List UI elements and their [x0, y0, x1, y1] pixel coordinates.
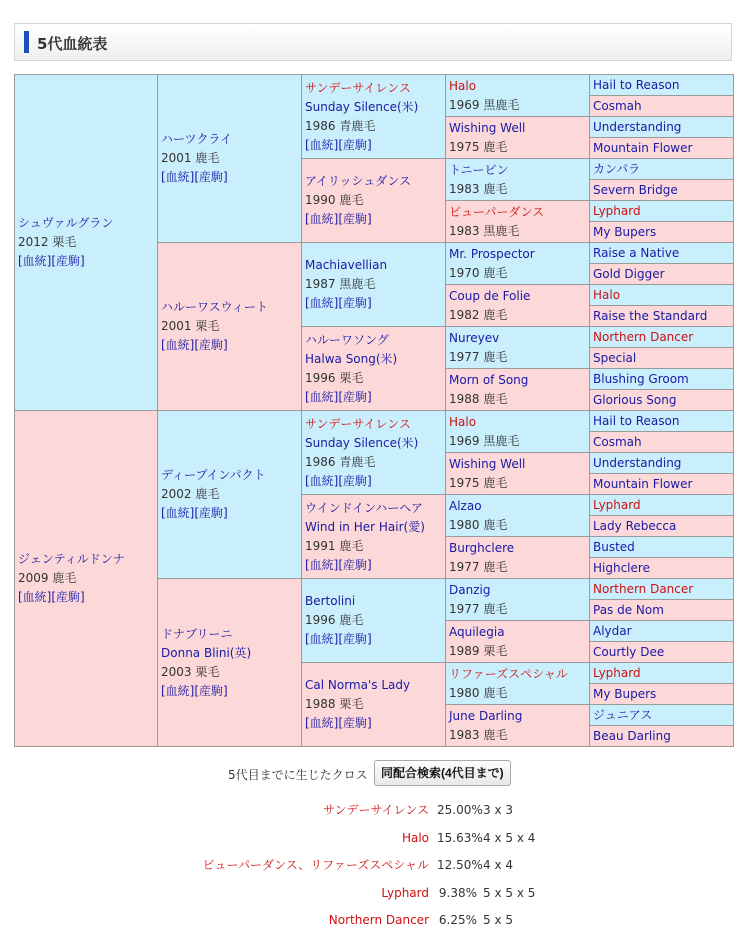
horse-cell: [590, 285, 734, 306]
horse-name-link[interactable]: Northern Dancer: [593, 581, 694, 596]
horse-cell: [590, 705, 734, 726]
pedigree-offspring-links[interactable]: [血統][産駒]: [305, 389, 372, 404]
cross-row: [0, 911, 751, 929]
horse-birth-color: 1977 鹿毛: [449, 559, 508, 574]
cross-label: 5代目までに生じたクロス: [228, 768, 368, 782]
header-accent-bar: [24, 31, 29, 53]
horse-cell: [446, 369, 590, 411]
horse-cell: [446, 705, 590, 747]
horse-name-link[interactable]: Northern Dancer: [593, 329, 694, 344]
horse-cell: [590, 495, 734, 516]
horse-name-link[interactable]: Wishing Well: [449, 120, 526, 135]
horse-name-link[interactable]: リファーズスペシャル: [449, 666, 568, 681]
horse-name-link[interactable]: トニービン: [449, 162, 509, 177]
horse-cell: [590, 474, 734, 495]
pedigree-offspring-links[interactable]: [血統][産駒]: [161, 170, 228, 184]
horse-cell: [15, 411, 158, 747]
pedigree-offspring-links[interactable]: [血統][産駒]: [161, 506, 228, 520]
cross-horse-link[interactable]: Halo: [401, 831, 429, 845]
horse-name-link[interactable]: ビューパーダンス: [449, 204, 545, 219]
horse-birth-color: 1969 黒鹿毛: [449, 433, 520, 448]
horse-cell: [446, 159, 590, 201]
pedigree-offspring-links[interactable]: [血統][産駒]: [161, 683, 228, 698]
cross-percentage: 25.00%: [437, 803, 483, 817]
horse-name-link[interactable]: Gold Digger: [593, 266, 665, 281]
horse-name-link[interactable]: Bertolini: [305, 594, 356, 608]
horse-name-link[interactable]: カンパラ: [593, 161, 641, 176]
horse-cell: [590, 159, 734, 180]
horse-name-link[interactable]: Alzao: [449, 498, 482, 513]
horse-cell: [590, 600, 734, 621]
pedigree-row: [15, 411, 734, 432]
horse-birth-color: 1970 鹿毛: [449, 265, 508, 280]
horse-cell: [158, 243, 302, 411]
cross-row: [0, 801, 751, 819]
horse-name-link[interactable]: Alydar: [593, 623, 632, 638]
cross-percentage: 15.63%: [437, 831, 483, 845]
horse-name-link[interactable]: Understanding: [593, 119, 682, 134]
pedigree-table: [14, 74, 734, 747]
cross-horse-link[interactable]: Lyphard: [381, 886, 429, 900]
horse-name-link[interactable]: Courtly Dee: [593, 644, 665, 659]
horse-cell: [590, 327, 734, 348]
horse-name-link[interactable]: Aquilegia: [449, 624, 505, 639]
pedigree-offspring-links[interactable]: [血統][産駒]: [305, 212, 372, 226]
horse-foreign-name: Sunday Silence(米): [305, 99, 419, 114]
horse-cell: [302, 411, 446, 495]
horse-name-link[interactable]: Hail to Reason: [593, 77, 680, 92]
horse-birth-color: 1990 鹿毛: [305, 193, 364, 207]
horse-name-link[interactable]: Machiavellian: [305, 258, 388, 272]
horse-cell: [590, 306, 734, 327]
horse-cell: [590, 537, 734, 558]
horse-cell: [590, 369, 734, 390]
horse-cell: [590, 117, 734, 138]
cross-generations: 4 x 4: [483, 858, 513, 872]
horse-cell: [446, 537, 590, 579]
horse-cell: [590, 180, 734, 201]
cross-generations: 5 x 5 x 5: [483, 886, 536, 900]
horse-cell: [590, 642, 734, 663]
horse-cell: [302, 243, 446, 327]
pedigree-offspring-links[interactable]: [血統][産駒]: [18, 254, 85, 268]
horse-name-link[interactable]: シュヴァルグラン: [18, 216, 114, 230]
horse-birth-color: 1987 黒鹿毛: [305, 277, 376, 291]
horse-birth-color: 1977 鹿毛: [449, 349, 508, 364]
horse-name-link[interactable]: June Darling: [449, 708, 523, 723]
horse-name-link[interactable]: Halo: [593, 287, 621, 302]
horse-birth-color: 1983 黒鹿毛: [449, 223, 520, 238]
pedigree-offspring-links[interactable]: [血統][産駒]: [305, 632, 372, 646]
horse-cell: [590, 516, 734, 537]
horse-cell: [302, 579, 446, 663]
cross-generations: 5 x 5: [483, 913, 513, 927]
horse-name-link[interactable]: Lyphard: [593, 203, 641, 218]
horse-cell: [590, 96, 734, 117]
horse-name-link[interactable]: Blushing Groom: [593, 371, 689, 386]
horse-name-link[interactable]: Morn of Song: [449, 372, 529, 387]
horse-cell: [590, 432, 734, 453]
cross-horse-link[interactable]: Northern Dancer: [328, 913, 429, 927]
cross-horse-link[interactable]: ビューパーダンス、リファーズスペシャル: [202, 858, 429, 872]
pedigree-offspring-links[interactable]: [血統][産駒]: [305, 716, 372, 730]
horse-name-link[interactable]: My Bupers: [593, 686, 657, 701]
horse-name-link[interactable]: ジュニアス: [593, 707, 653, 722]
horse-cell: [590, 684, 734, 705]
horse-cell: [590, 222, 734, 243]
horse-cell: [302, 159, 446, 243]
horse-name-link[interactable]: Glorious Song: [593, 392, 677, 407]
horse-name-link[interactable]: Lyphard: [593, 665, 641, 680]
horse-birth-color: 2001 栗毛: [161, 319, 220, 333]
horse-cell: [446, 495, 590, 537]
horse-cell: [446, 285, 590, 327]
horse-name-link[interactable]: Hail to Reason: [593, 413, 680, 428]
horse-birth-color: 1969 黒鹿毛: [449, 97, 520, 112]
horse-name-link[interactable]: ドナブリーニ: [161, 626, 233, 641]
horse-cell: [590, 348, 734, 369]
horse-foreign-name: Sunday Silence(米): [305, 435, 419, 450]
horse-name-link[interactable]: Pas de Nom: [593, 602, 664, 617]
pedigree-offspring-links[interactable]: [血統][産駒]: [305, 137, 372, 152]
cross-percentage: 6.25%: [438, 913, 477, 927]
horse-birth-color: 1996 栗毛: [305, 370, 364, 385]
pedigree-offspring-links[interactable]: [血統][産駒]: [305, 296, 372, 310]
page-title: 5代血統表: [37, 35, 108, 53]
horse-cell: [590, 201, 734, 222]
horse-name-link[interactable]: Lyphard: [593, 497, 641, 512]
horse-birth-color: 1986 青鹿毛: [305, 454, 376, 469]
same-mating-search-button[interactable]: 同配合検索(4代目まで): [374, 760, 511, 786]
pedigree-offspring-links[interactable]: [血統][産駒]: [305, 557, 372, 572]
cross-row: [0, 884, 751, 902]
horse-name-link[interactable]: Mountain Flower: [593, 476, 693, 491]
horse-name-link[interactable]: My Bupers: [593, 224, 657, 239]
horse-name-link[interactable]: Wishing Well: [449, 456, 526, 471]
horse-name-link[interactable]: Cosmah: [593, 434, 642, 449]
horse-foreign-name: Donna Blini(英): [161, 645, 252, 660]
horse-name-link[interactable]: Raise the Standard: [593, 308, 708, 323]
horse-birth-color: 1986 青鹿毛: [305, 118, 376, 133]
horse-cell: [446, 579, 590, 621]
pedigree-offspring-links[interactable]: [血統][産駒]: [161, 338, 228, 352]
horse-cell: [590, 663, 734, 684]
horse-name-link[interactable]: Halo: [449, 78, 477, 93]
horse-cell: [590, 390, 734, 411]
horse-birth-color: 1983 鹿毛: [449, 181, 508, 196]
horse-name-link[interactable]: Severn Bridge: [593, 182, 678, 197]
pedigree-offspring-links[interactable]: [血統][産駒]: [305, 473, 372, 488]
horse-birth-color: 2012 栗毛: [18, 235, 77, 249]
horse-cell: [590, 453, 734, 474]
horse-name-link[interactable]: Mountain Flower: [593, 140, 693, 155]
horse-name-link[interactable]: ディープインパクト: [161, 468, 266, 482]
horse-birth-color: 1977 鹿毛: [449, 601, 508, 616]
horse-name-link[interactable]: サンデーサイレンス: [305, 416, 411, 431]
horse-cell: [590, 264, 734, 285]
horse-birth-color: 1983 鹿毛: [449, 727, 508, 742]
horse-name-link[interactable]: Raise a Native: [593, 245, 680, 260]
horse-cell: [590, 138, 734, 159]
horse-cell: [302, 663, 446, 747]
horse-name-link[interactable]: Highclere: [593, 560, 650, 575]
horse-name-link[interactable]: ウインドインハーヘア: [305, 500, 423, 515]
horse-birth-color: 2003 栗毛: [161, 664, 220, 679]
cross-percentage: 9.38%: [438, 886, 477, 900]
cross-percentage: 12.50%: [437, 858, 483, 872]
horse-name-link[interactable]: Beau Darling: [593, 728, 671, 743]
horse-birth-color: 2001 鹿毛: [161, 151, 220, 165]
horse-birth-color: 1980 鹿毛: [449, 517, 508, 532]
horse-name-link[interactable]: Special: [593, 350, 637, 365]
horse-name-link[interactable]: ジェンティルドンナ: [18, 552, 125, 566]
horse-cell: [590, 621, 734, 642]
horse-cell: [302, 75, 446, 159]
horse-cell: [302, 327, 446, 411]
cross-generations: 4 x 5 x 4: [483, 831, 536, 845]
horse-cell: [446, 411, 590, 453]
horse-cell: [158, 75, 302, 243]
horse-cell: [590, 579, 734, 600]
horse-name-link[interactable]: Nureyev: [449, 330, 500, 345]
horse-cell: [446, 117, 590, 159]
horse-cell: [302, 495, 446, 579]
horse-name-link[interactable]: ハーツクライ: [161, 132, 233, 146]
horse-cell: [446, 243, 590, 285]
cross-row: [0, 856, 751, 874]
horse-birth-color: 1975 鹿毛: [449, 139, 508, 154]
horse-name-link[interactable]: Cosmah: [593, 98, 642, 113]
pedigree-offspring-links[interactable]: [血統][産駒]: [18, 590, 85, 604]
horse-cell: [590, 558, 734, 579]
horse-name-link[interactable]: サンデーサイレンス: [305, 80, 411, 95]
horse-cell: [590, 75, 734, 96]
horse-birth-color: 2002 鹿毛: [161, 487, 220, 501]
horse-name-link[interactable]: Understanding: [593, 455, 682, 470]
horse-cell: [446, 621, 590, 663]
horse-birth-color: 1988 鹿毛: [449, 391, 508, 406]
cross-horse-link[interactable]: サンデーサイレンス: [323, 803, 429, 817]
horse-birth-color: 1975 鹿毛: [449, 475, 508, 490]
horse-name-link[interactable]: Mr. Prospector: [449, 246, 535, 261]
pedigree-row: [15, 75, 734, 96]
horse-birth-color: 1996 鹿毛: [305, 613, 364, 627]
horse-cell: [590, 411, 734, 432]
horse-birth-color: 2009 鹿毛: [18, 571, 77, 585]
horse-cell: [446, 201, 590, 243]
horse-cell: [158, 579, 302, 747]
horse-birth-color: 1989 栗毛: [449, 643, 508, 658]
horse-birth-color: 1980 鹿毛: [449, 685, 508, 700]
horse-birth-color: 1988 栗毛: [305, 697, 364, 711]
horse-name-link[interactable]: Halo: [449, 414, 477, 429]
horse-cell: [15, 75, 158, 411]
horse-foreign-name: Halwa Song(米): [305, 351, 398, 366]
horse-cell: [446, 327, 590, 369]
horse-cell: [446, 663, 590, 705]
horse-name-link[interactable]: ハルーワスウィート: [161, 300, 268, 314]
horse-name-link[interactable]: ハルーワソング: [305, 332, 389, 347]
cross-generations: 3 x 3: [483, 803, 513, 817]
cross-row: [0, 829, 751, 847]
horse-birth-color: 1991 鹿毛: [305, 538, 364, 553]
horse-foreign-name: Wind in Her Hair(愛): [305, 519, 425, 534]
horse-name-link[interactable]: Lady Rebecca: [593, 518, 677, 533]
horse-cell: [158, 411, 302, 579]
horse-name-link[interactable]: Cal Norma's Lady: [305, 678, 411, 692]
horse-name-link[interactable]: Coup de Folie: [449, 288, 531, 303]
horse-name-link[interactable]: Burghclere: [449, 540, 515, 555]
horse-name-link[interactable]: Busted: [593, 539, 635, 554]
horse-cell: [446, 75, 590, 117]
horse-name-link[interactable]: アイリッシュダンス: [305, 174, 411, 188]
section-header: [14, 23, 732, 61]
horse-cell: [446, 453, 590, 495]
horse-name-link[interactable]: Danzig: [449, 582, 491, 597]
horse-cell: [590, 243, 734, 264]
horse-birth-color: 1982 鹿毛: [449, 307, 508, 322]
horse-cell: [590, 726, 734, 747]
